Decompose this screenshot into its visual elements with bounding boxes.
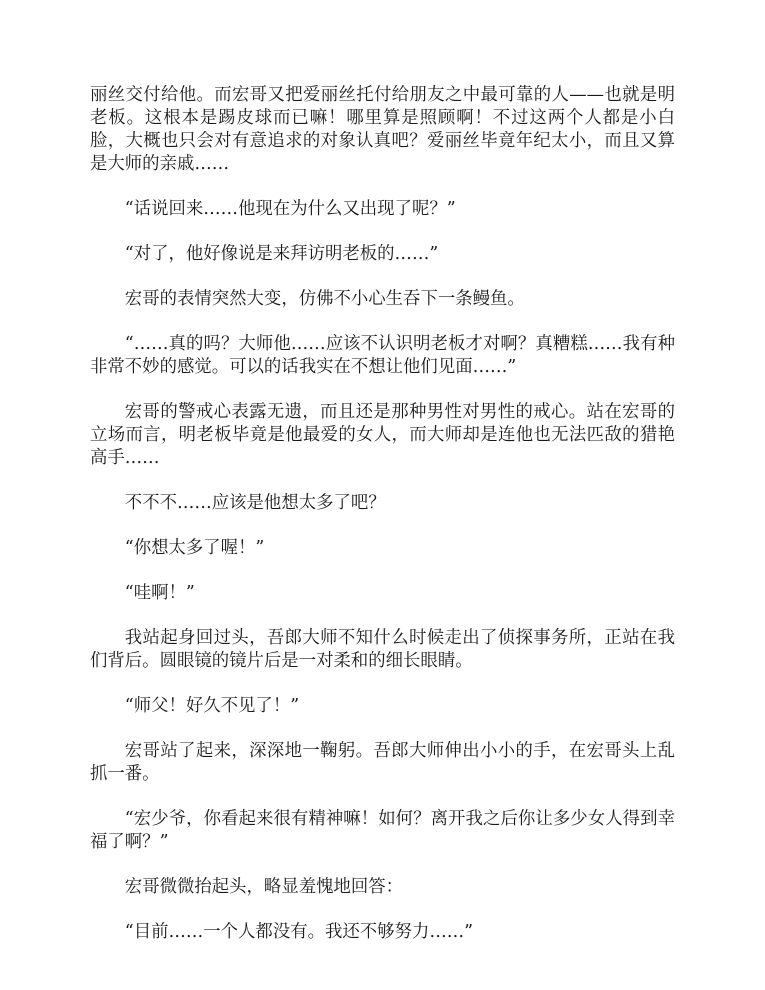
paragraph: “你想太多了喔！”	[124, 538, 265, 558]
paragraph: “……真的吗？大师他……应该不认识明老板才对啊？真糟糕……我有种非常不妙的感觉。可以的话我实在不想让他们见面……”	[90, 334, 675, 377]
paragraph: 不不不……应该是他想太多了吧？	[124, 493, 386, 513]
paragraph: “目前……一个人都没有。我还不够努力……”	[124, 922, 474, 942]
paragraph: “话说回来……他现在为什么又出现了呢？”	[124, 199, 456, 219]
paragraph: 我站起身回过头，吾郎大师不知什么时候走出了侦探事务所，正站在我们背后。圆眼镜的镜片后是一对柔和的细长眼睛。	[90, 628, 675, 671]
paragraph: “师父！好久不见了！”	[124, 696, 300, 716]
paragraph-continued: 丽丝交付给他。而宏哥又把爱丽丝托付给朋友之中最可靠的人——也就是明老板。这根本是踢皮球而已嘛！哪里算是照顾啊！不过这两个人都是小白脸，大概也只会对有意追求的对象认真吧？爱丽丝毕竟年纪太小，而且又算是大师的亲戚……	[90, 85, 675, 174]
paragraph: “宏少爷，你看起来很有精神嘛！如何？离开我之后你让多少女人得到幸福了啊？”	[90, 809, 675, 852]
paragraph: 宏哥的警戒心表露无遗，而且还是那种男性对男性的戒心。站在宏哥的立场而言，明老板毕竟是他最爱的女人，而大师却是连他也无法匹敌的猎艳高手……	[90, 402, 675, 468]
paragraph: 宏哥的表情突然大变，仿佛不小心生吞下一条鳗鱼。	[124, 289, 525, 309]
paragraph: 宏哥站了起来，深深地一鞠躬。吾郎大师伸出小小的手，在宏哥头上乱抓一番。	[90, 741, 675, 784]
paragraph: “哇啊！”	[124, 583, 195, 603]
paragraph: 宏哥微微抬起头，略显羞愧地回答：	[124, 877, 404, 897]
page-body	[90, 84, 675, 966]
paragraph: “对了，他好像说是来拜访明老板的……”	[124, 244, 439, 264]
